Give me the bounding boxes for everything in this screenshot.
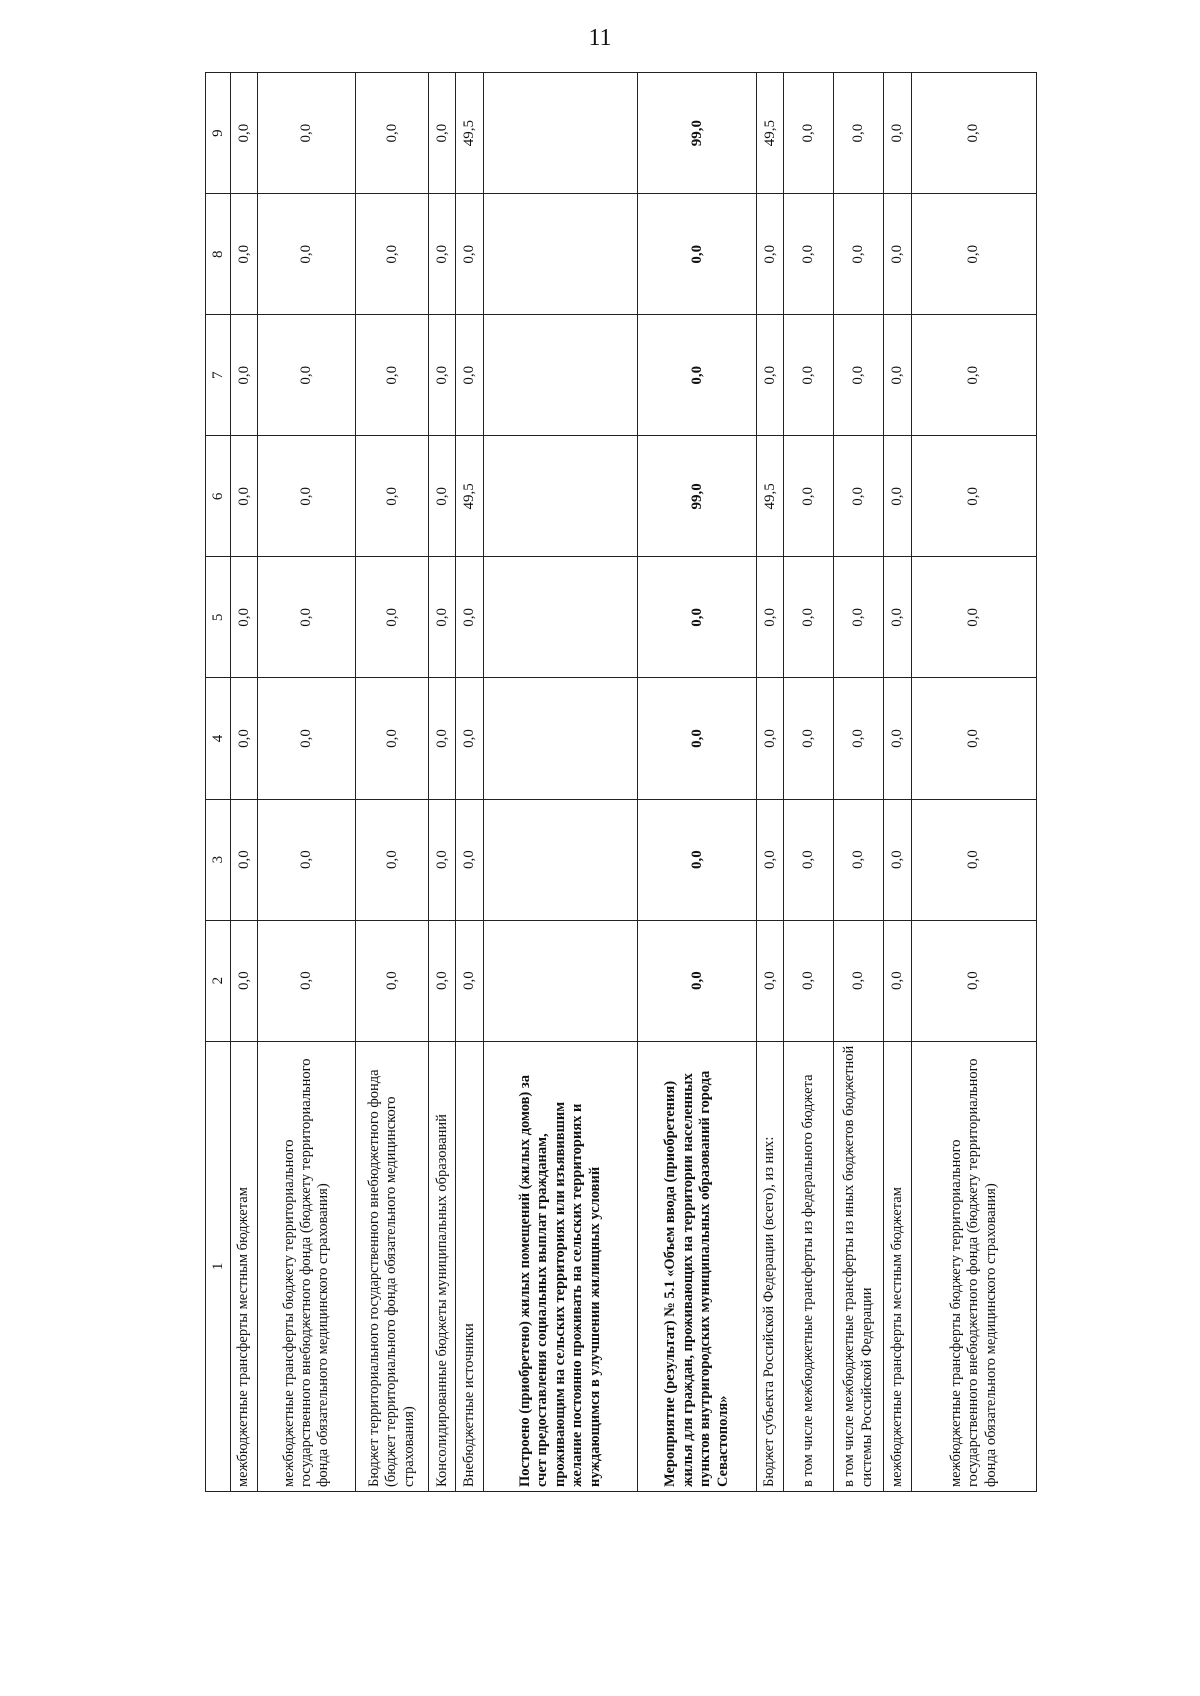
header-cell: 7 xyxy=(206,315,231,436)
table-body xyxy=(231,73,1037,1492)
value-cell: 0,0 xyxy=(756,799,783,920)
value-cell: 0,0 xyxy=(456,557,483,678)
value-cell: 0,0 xyxy=(429,194,456,315)
value-cell: 0,0 xyxy=(884,678,911,799)
value-cell: 0,0 xyxy=(784,315,834,436)
row-label: межбюджетные трансферты местным бюджетам xyxy=(884,1041,911,1491)
value-cell: 0,0 xyxy=(834,557,884,678)
value-cell xyxy=(483,920,638,1041)
value-cell: 0,0 xyxy=(258,557,356,678)
table-row xyxy=(483,73,638,1492)
value-cell: 0,0 xyxy=(911,678,1036,799)
value-cell: 0,0 xyxy=(756,557,783,678)
row-label: межбюджетные трансферты бюджету территориального государственного внебюджетного фонда (бюджету территориального фонда обязательного медицинского страхования) xyxy=(258,1041,356,1491)
value-cell: 0,0 xyxy=(784,799,834,920)
table-row xyxy=(429,73,456,1492)
table-row xyxy=(834,73,884,1492)
value-cell: 0,0 xyxy=(834,194,884,315)
value-cell: 0,0 xyxy=(884,557,911,678)
value-cell: 0,0 xyxy=(784,678,834,799)
header-row xyxy=(206,73,231,1492)
value-cell: 49,5 xyxy=(456,436,483,557)
table-row xyxy=(231,73,258,1492)
row-label: межбюджетные трансферты бюджету территориального государственного внебюджетного фонда (бюджету территориального фонда обязательного медицинского страхования) xyxy=(911,1041,1036,1491)
value-cell: 49,5 xyxy=(756,73,783,194)
header-cell: 5 xyxy=(206,557,231,678)
value-cell: 0,0 xyxy=(911,920,1036,1041)
value-cell: 0,0 xyxy=(456,920,483,1041)
value-cell: 0,0 xyxy=(784,73,834,194)
value-cell xyxy=(483,557,638,678)
value-cell: 0,0 xyxy=(429,678,456,799)
value-cell: 0,0 xyxy=(429,315,456,436)
value-cell: 0,0 xyxy=(231,799,258,920)
table-row xyxy=(638,73,756,1492)
page-number: 11 xyxy=(588,25,612,51)
value-cell: 0,0 xyxy=(258,799,356,920)
value-cell: 0,0 xyxy=(884,920,911,1041)
row-label: Бюджет субъекта Российской Федерации (всего), из них: xyxy=(756,1041,783,1491)
value-cell: 0,0 xyxy=(258,194,356,315)
value-cell: 0,0 xyxy=(429,436,456,557)
value-cell: 0,0 xyxy=(429,557,456,678)
value-cell: 0,0 xyxy=(258,73,356,194)
value-cell: 99,0 xyxy=(638,73,756,194)
value-cell: 0,0 xyxy=(356,678,429,799)
value-cell: 0,0 xyxy=(884,194,911,315)
value-cell: 0,0 xyxy=(911,436,1036,557)
row-label: Мероприятие (результат) № 5.1 «Объем ввода (приобретения) жилья для граждан, проживающих на территории населенных пунктов внутригородских муниципальных образований города Севастополя» xyxy=(638,1041,756,1491)
value-cell: 0,0 xyxy=(356,73,429,194)
row-label: межбюджетные трансферты местным бюджетам xyxy=(231,1041,258,1491)
header-cell: 6 xyxy=(206,436,231,557)
header-cell: 1 xyxy=(206,1041,231,1491)
value-cell: 0,0 xyxy=(231,73,258,194)
header-cell: 2 xyxy=(206,920,231,1041)
value-cell: 0,0 xyxy=(231,920,258,1041)
value-cell: 0,0 xyxy=(756,678,783,799)
table-row xyxy=(756,73,783,1492)
value-cell: 0,0 xyxy=(784,194,834,315)
value-cell: 0,0 xyxy=(456,315,483,436)
value-cell: 0,0 xyxy=(231,436,258,557)
value-cell: 0,0 xyxy=(456,799,483,920)
value-cell: 0,0 xyxy=(834,315,884,436)
value-cell: 0,0 xyxy=(231,315,258,436)
value-cell: 49,5 xyxy=(756,436,783,557)
value-cell xyxy=(483,436,638,557)
value-cell: 0,0 xyxy=(834,799,884,920)
value-cell: 99,0 xyxy=(638,436,756,557)
header-cell: 9 xyxy=(206,73,231,194)
value-cell: 49,5 xyxy=(456,73,483,194)
value-cell xyxy=(483,678,638,799)
table-row xyxy=(911,73,1036,1492)
value-cell: 0,0 xyxy=(456,194,483,315)
value-cell: 0,0 xyxy=(911,194,1036,315)
value-cell: 0,0 xyxy=(911,73,1036,194)
row-label: Построено (приобретено) жилых помещений (жилых домов) за счет предоставления социальных выплат гражданам, проживающим на сельских территориях или изъявившим желание постоянно проживать на сельских территориях и нуждающимся в улучшении жилищных условий xyxy=(483,1041,638,1491)
value-cell: 0,0 xyxy=(231,678,258,799)
value-cell: 0,0 xyxy=(231,557,258,678)
value-cell: 0,0 xyxy=(884,799,911,920)
value-cell: 0,0 xyxy=(258,920,356,1041)
value-cell: 0,0 xyxy=(429,920,456,1041)
value-cell: 0,0 xyxy=(834,678,884,799)
value-cell: 0,0 xyxy=(756,920,783,1041)
row-label: в том числе межбюджетные трансферты из федерального бюджета xyxy=(784,1041,834,1491)
value-cell: 0,0 xyxy=(356,315,429,436)
value-cell: 0,0 xyxy=(429,73,456,194)
value-cell: 0,0 xyxy=(258,315,356,436)
value-cell: 0,0 xyxy=(756,194,783,315)
value-cell: 0,0 xyxy=(356,194,429,315)
table-row xyxy=(356,73,429,1492)
value-cell: 0,0 xyxy=(638,678,756,799)
value-cell: 0,0 xyxy=(356,557,429,678)
value-cell xyxy=(483,799,638,920)
value-cell xyxy=(483,194,638,315)
value-cell: 0,0 xyxy=(356,799,429,920)
value-cell: 0,0 xyxy=(784,436,834,557)
value-cell: 0,0 xyxy=(638,194,756,315)
value-cell: 0,0 xyxy=(429,799,456,920)
rotated-table-container xyxy=(205,72,1037,1492)
value-cell: 0,0 xyxy=(911,557,1036,678)
table-row xyxy=(258,73,356,1492)
value-cell: 0,0 xyxy=(258,678,356,799)
value-cell: 0,0 xyxy=(456,678,483,799)
table-row xyxy=(456,73,483,1492)
table-row xyxy=(884,73,911,1492)
value-cell: 0,0 xyxy=(356,920,429,1041)
value-cell: 0,0 xyxy=(834,73,884,194)
value-cell xyxy=(483,315,638,436)
value-cell: 0,0 xyxy=(356,436,429,557)
header-cell: 3 xyxy=(206,799,231,920)
value-cell: 0,0 xyxy=(784,557,834,678)
value-cell: 0,0 xyxy=(884,73,911,194)
value-cell: 0,0 xyxy=(638,315,756,436)
value-cell: 0,0 xyxy=(834,436,884,557)
header-cell: 8 xyxy=(206,194,231,315)
value-cell: 0,0 xyxy=(884,436,911,557)
value-cell: 0,0 xyxy=(638,799,756,920)
row-label: в том числе межбюджетные трансферты из иных бюджетов бюджетной системы Российской Федерации xyxy=(834,1041,884,1491)
value-cell: 0,0 xyxy=(784,920,834,1041)
table-row xyxy=(784,73,834,1492)
row-label: Консолидированные бюджеты муниципальных образований xyxy=(429,1041,456,1491)
value-cell: 0,0 xyxy=(911,799,1036,920)
value-cell: 0,0 xyxy=(834,920,884,1041)
header-cell: 4 xyxy=(206,678,231,799)
value-cell: 0,0 xyxy=(638,920,756,1041)
budget-table xyxy=(205,72,1037,1492)
value-cell: 0,0 xyxy=(638,557,756,678)
value-cell: 0,0 xyxy=(756,315,783,436)
row-label: Бюджет территориального государственного внебюджетного фонда (бюджет территориального фонда обязательного медицинского страхования) xyxy=(356,1041,429,1491)
value-cell: 0,0 xyxy=(258,436,356,557)
value-cell xyxy=(483,73,638,194)
value-cell: 0,0 xyxy=(884,315,911,436)
value-cell: 0,0 xyxy=(911,315,1036,436)
value-cell: 0,0 xyxy=(231,194,258,315)
row-label: Внебюджетные источники xyxy=(456,1041,483,1491)
